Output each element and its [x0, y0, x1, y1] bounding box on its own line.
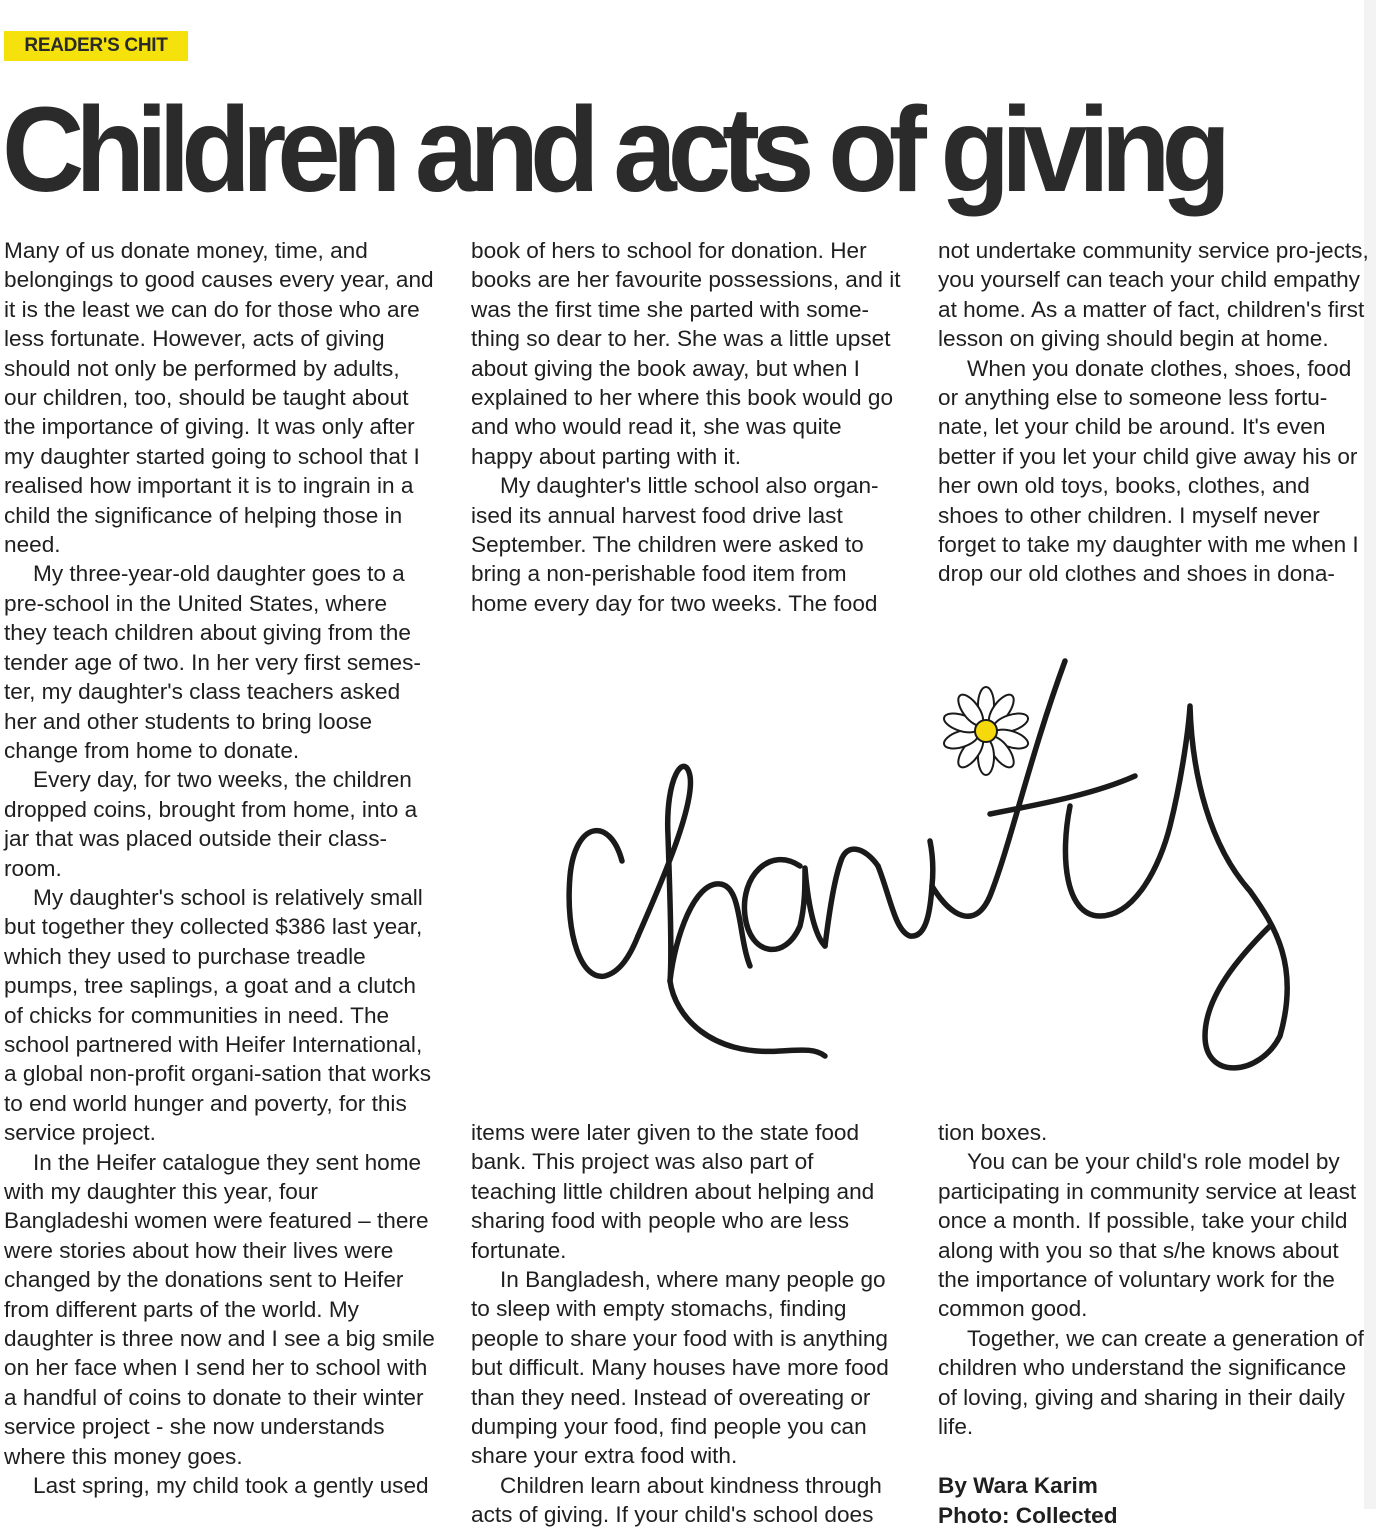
paragraph: My three-year-old daughter goes to a pre-school in the United States, where they teach children about giving from the tender age of two. In her very first semes-ter, my daughter's class teachers asked her and other students to bring loose change from home to donate. [4, 561, 421, 763]
article-headline: Children and acts of giving [2, 83, 1223, 218]
paragraph: not undertake community service pro-jects, you yourself can teach your child empathy at home. As a matter of fact, children's first lesson on giving should begin at home. [938, 238, 1369, 352]
paragraph: My daughter's school is relatively small but together they collected $386 last year, which they used to purchase treadle pumps, tree saplings, a goat and a clutch of chicks for communities in need. The school partnered with Heifer International, a global non-profit organi-sation that works to end world hunger and poverty, for this service project. [4, 884, 432, 1146]
paragraph: Children learn about kindness through acts of giving. If your child's school does [471, 1472, 882, 1528]
charity-handwriting-image [470, 636, 1364, 1088]
article-column-1 [4, 236, 436, 1506]
article-column-3-bottom [938, 1118, 1370, 1528]
paragraph: tion boxes. [938, 1120, 1048, 1145]
article-column-2-top [471, 236, 903, 620]
paragraph: Every day, for two weeks, the children dropped coins, brought from home, into a jar that was placed outside their class-room. [4, 767, 418, 881]
daisy-icon [942, 687, 1031, 775]
article-column-3-top [938, 236, 1370, 620]
paragraph: In Bangladesh, where many people go to sleep with empty stomachs, finding people to share your food with is anything but difficult. Many houses have more food than they need. Instead of overeating or dumping your food, find people you can share your extra food with. [471, 1267, 889, 1469]
paragraph: items were later given to the state food bank. This project was also part of teaching little children about helping and sharing food with people who are less fortunate. [471, 1120, 875, 1263]
paragraph: Many of us donate money, time, and belongings to good causes every year, and it is the least we can do for those who are less fortunate. However, acts of giving should not only be performed by adults, our children, too, should be taught about the importance of giving. It was only after my daughter started going to school that I realised how important it is to ingrain in a child the significance of helping those in need. [4, 238, 434, 558]
photo-credit: Photo: Collected [938, 1502, 1118, 1528]
section-kicker: READER'S CHIT [4, 31, 188, 61]
charity-illustration [470, 636, 1364, 1088]
paragraph: You can be your child's role model by participating in community service at least once a month. If possible, take your child along with you so that s/he knows about the importance of voluntary work for the common good. [938, 1149, 1357, 1322]
paragraph: When you donate clothes, shoes, food or anything else to someone less fortu-nate, let your child be around. It's even better if you let your child give away his or her own old toys, books, clothes, and shoes to other children. I myself never forget to take my daughter with me when I drop our old clothes and shoes in dona- [938, 355, 1359, 587]
paragraph: Together, we can create a generation of children who understand the significance of loving, giving and sharing in their daily life. [938, 1325, 1364, 1440]
paragraph: book of hers to school for donation. Her books are her favourite possessions, and it was the first time she parted with some-thing so dear to her. She was a little upset about giving the book away, but when I explained to her where this book would go and who would read it, she was quite happy about parting with it. [471, 238, 901, 469]
paragraph: Last spring, my child took a gently used [33, 1473, 429, 1499]
article-column-2-bottom [471, 1118, 903, 1528]
author-byline: By Wara Karim [938, 1473, 1098, 1499]
paragraph: My daughter's little school also organ-ised its annual harvest food drive last September. The children were asked to bring a non-perishable food item from home every day for two weeks. The food [471, 473, 879, 616]
paragraph: In the Heifer catalogue they sent home with my daughter this year, four Bangladeshi women were featured – there were stories about how their lives were changed by the donations sent to Heifer from different parts of the world. My daughter is three now and I see a big smile on her face when I send her to school with a handful of coins to donate to their winter service project - she now understands where this money goes. [4, 1149, 435, 1469]
